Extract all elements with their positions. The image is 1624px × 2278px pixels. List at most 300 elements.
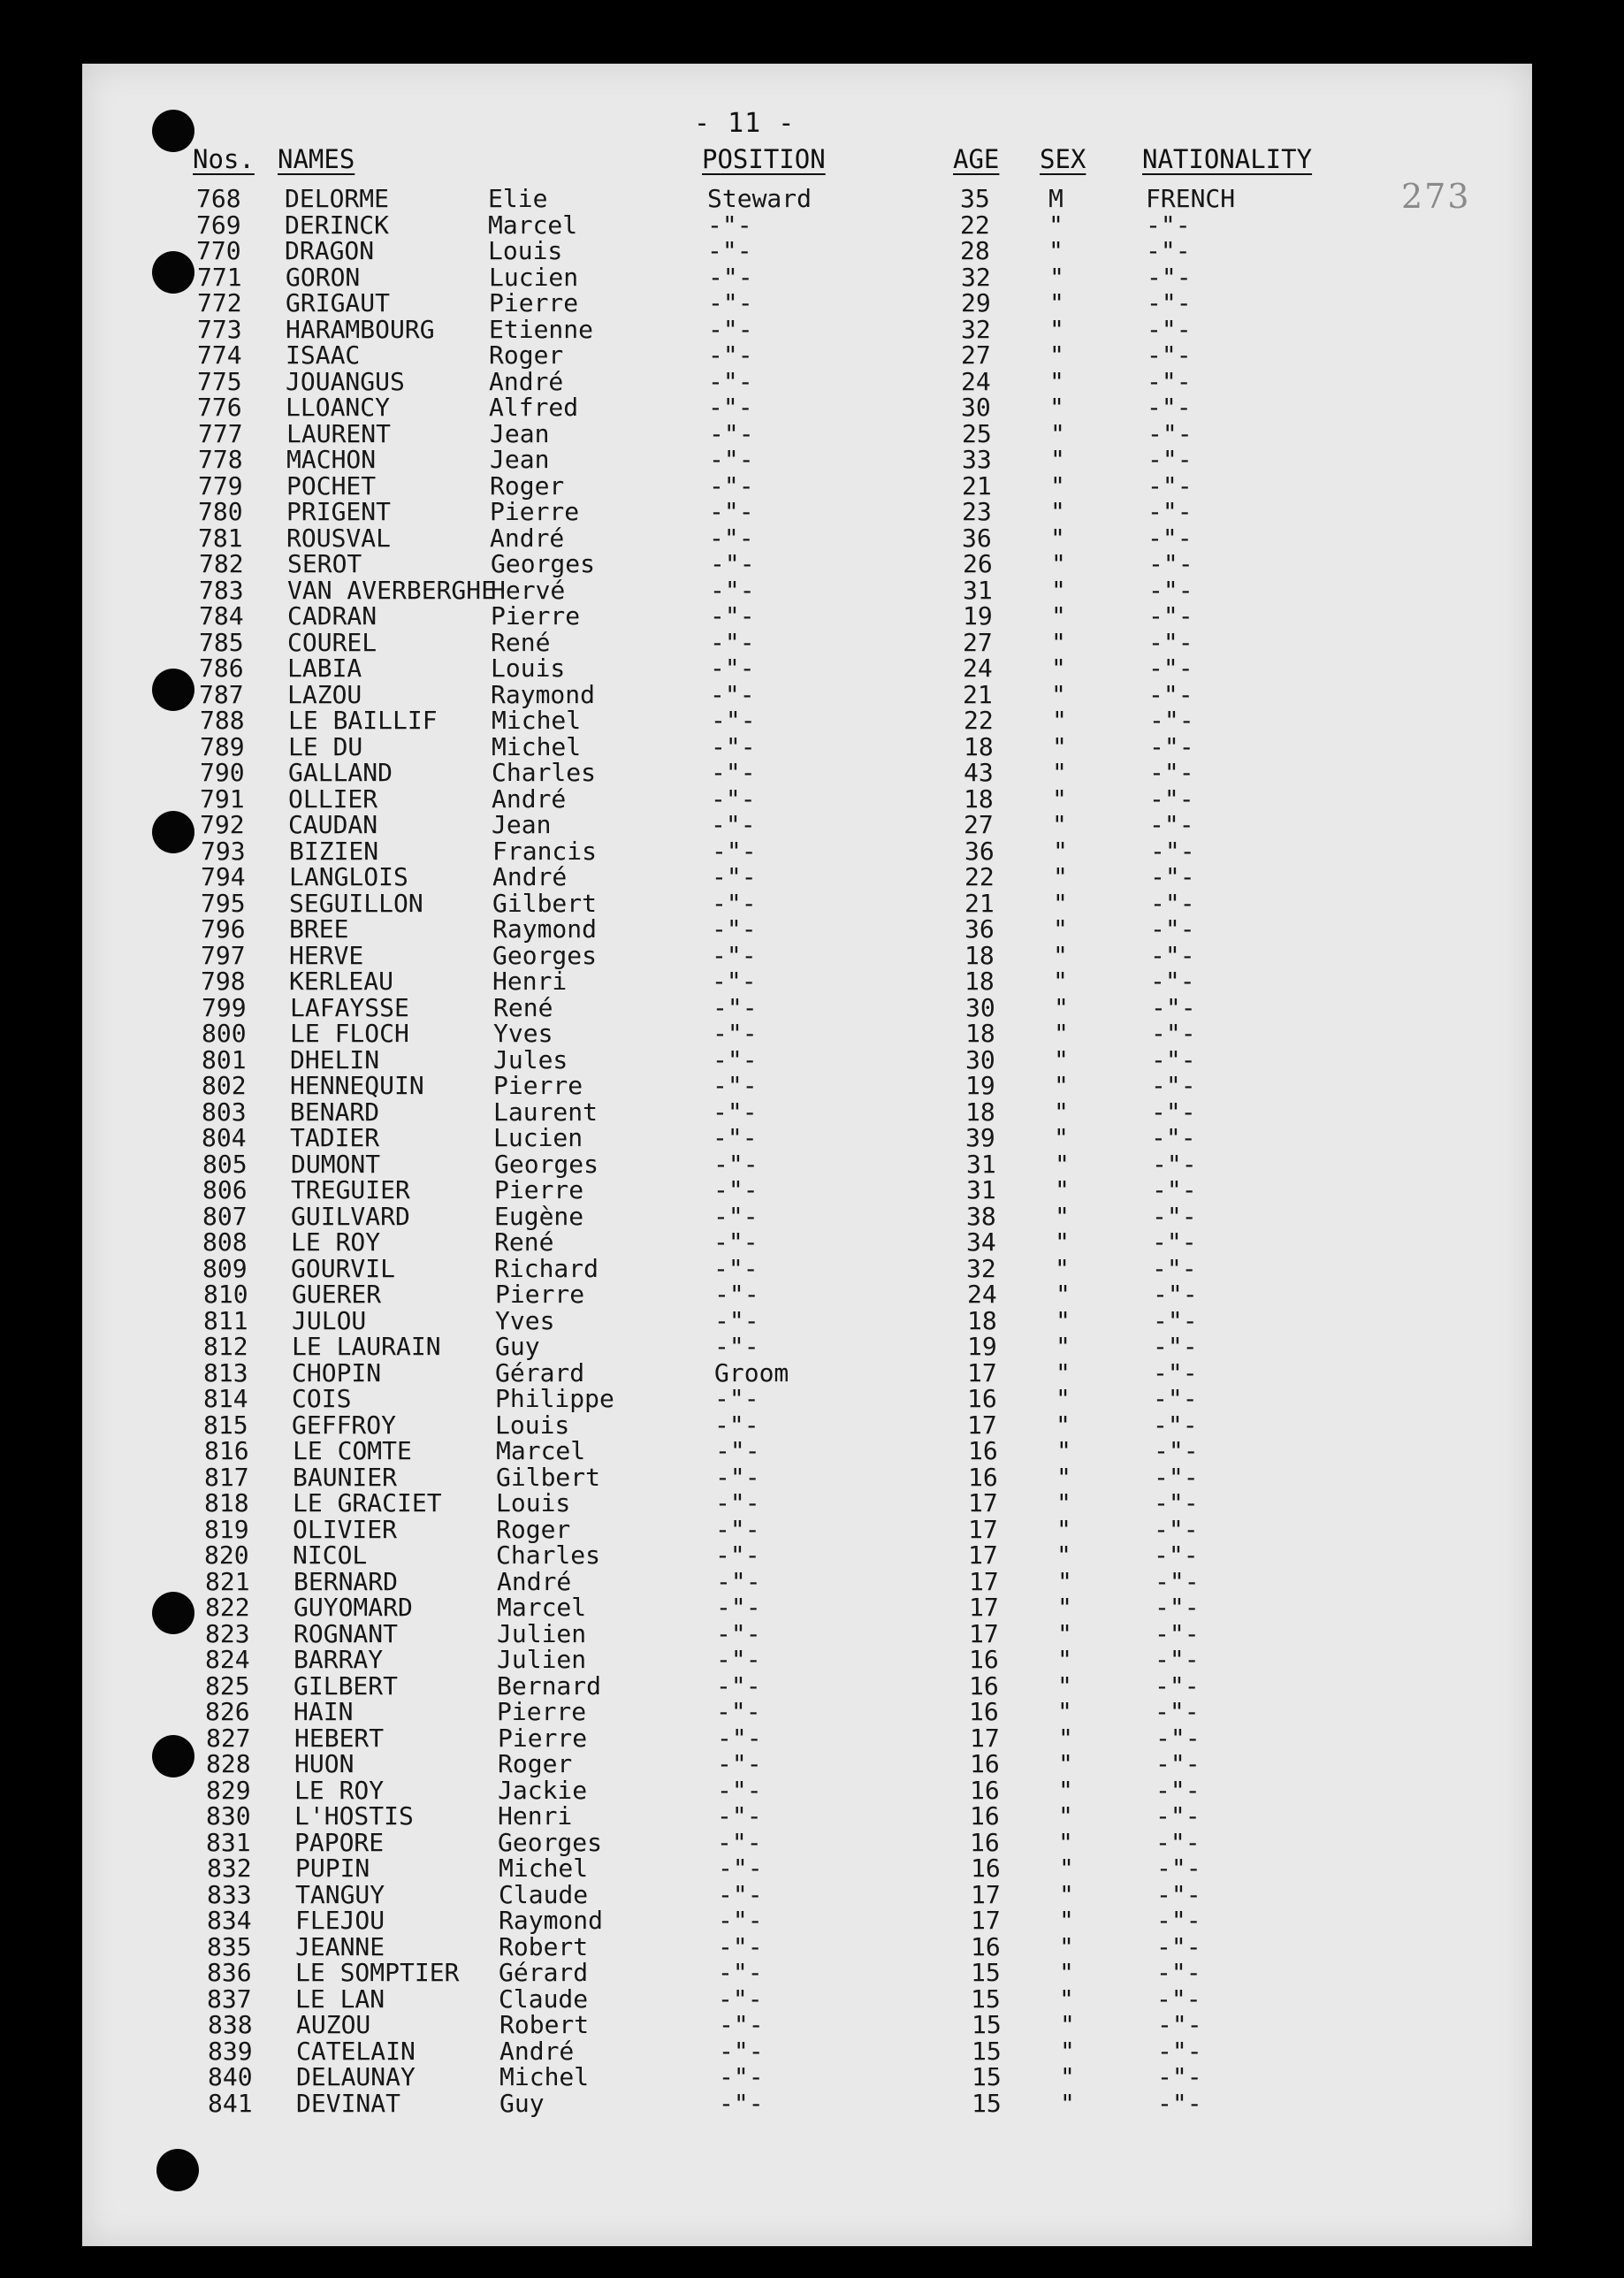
stamp-number: 273 [1401, 177, 1471, 216]
cell-row-number: 840 [208, 2062, 253, 2091]
cell-first-name: Lucien [489, 262, 579, 292]
table-row [0, 1566, 1624, 1596]
cell-surname: LE ROY [291, 1227, 381, 1257]
cell-position: -"- [717, 1723, 762, 1753]
cell-age: 26 [963, 549, 993, 578]
cell-position: -"- [713, 1097, 758, 1127]
cell-row-number: 785 [199, 627, 244, 657]
cell-nationality: -"- [1153, 1357, 1198, 1387]
cell-row-number: 822 [205, 1593, 250, 1622]
cell-age: 18 [964, 940, 995, 970]
cell-position: -"- [710, 627, 755, 657]
cell-position: -"- [717, 1801, 762, 1831]
cell-age: 27 [961, 340, 991, 370]
cell-row-number: 819 [204, 1514, 249, 1544]
table-row [0, 2038, 1624, 2065]
cell-age: 32 [961, 314, 991, 344]
cell-age: 18 [964, 967, 995, 996]
table-row [0, 655, 1624, 682]
cell-sex: " [1056, 1332, 1071, 1361]
table-row [0, 1751, 1624, 1777]
table-row [0, 1647, 1624, 1673]
cell-surname: CAUDAN [288, 810, 378, 839]
cell-surname: JEANNE [295, 1931, 385, 1961]
cell-first-name: Gilbert [492, 888, 598, 918]
cell-sex: " [1052, 758, 1067, 787]
cell-position: -"- [712, 888, 757, 918]
cell-row-number: 827 [206, 1723, 251, 1753]
table-row [0, 1699, 1624, 1725]
cell-age: 15 [971, 1958, 1001, 1987]
cell-first-name: Philippe [495, 1384, 614, 1413]
cell-nationality: -"- [1153, 1332, 1198, 1361]
cell-sex: " [1054, 992, 1069, 1022]
cell-sex: " [1051, 601, 1066, 631]
cell-nationality: -"- [1148, 601, 1193, 631]
cell-position: -"- [713, 1044, 758, 1074]
cell-age: 16 [970, 1801, 1000, 1831]
cell-first-name: Julien [497, 1645, 587, 1674]
table-row [0, 1125, 1624, 1151]
cell-first-name: André [490, 523, 565, 553]
header-names: NAMES [278, 144, 355, 174]
cell-nationality: -"- [1156, 1879, 1201, 1909]
cell-surname: DUMONT [291, 1149, 381, 1179]
cell-age: 24 [967, 1280, 997, 1309]
cell-sex: " [1056, 1410, 1071, 1440]
table-row [0, 1827, 1624, 1857]
table-row [0, 1438, 1624, 1464]
cell-row-number: 788 [200, 706, 245, 735]
cell-age: 36 [964, 914, 995, 944]
cell-age: 18 [964, 731, 994, 761]
cell-surname: PAPORE [294, 1827, 385, 1857]
cell-nationality: -"- [1153, 1280, 1198, 1309]
cell-first-name: Jean [492, 810, 552, 839]
table-row [0, 1618, 1624, 1648]
cell-sex: " [1056, 1357, 1071, 1387]
table-row [0, 1201, 1624, 1231]
cell-row-number: 826 [205, 1697, 250, 1726]
cell-nationality: -"- [1153, 1384, 1198, 1413]
cell-position: -"- [713, 1019, 758, 1048]
cell-row-number: 799 [202, 992, 247, 1022]
cell-sex: " [1053, 888, 1068, 918]
cell-nationality: -"- [1152, 1149, 1197, 1179]
cell-row-number: 773 [197, 314, 242, 344]
cell-surname: KERLEAU [289, 967, 394, 996]
cell-sex: " [1059, 1854, 1074, 1883]
cell-age: 17 [968, 1488, 998, 1517]
cell-sex: " [1059, 1906, 1074, 1935]
cell-sex: " [1049, 366, 1064, 396]
cell-surname: GALLAND [288, 758, 393, 787]
cell-first-name: Charles [496, 1540, 601, 1570]
cell-position: -"- [719, 2062, 764, 2091]
cell-position: -"- [715, 1462, 760, 1492]
cell-first-name: Laurent [493, 1097, 599, 1127]
cell-age: 43 [964, 758, 994, 787]
cell-age: 21 [964, 888, 995, 918]
cell-age: 18 [967, 1305, 997, 1335]
cell-position: -"- [710, 549, 755, 578]
cell-age: 16 [969, 1645, 999, 1674]
cell-position: -"- [708, 393, 753, 422]
cell-sex: " [1051, 575, 1066, 605]
table-row [0, 1514, 1624, 1544]
cell-position: -"- [715, 1436, 760, 1465]
cell-first-name: Georges [492, 940, 598, 970]
cell-surname: GEFFROY [292, 1410, 397, 1440]
cell-first-name: Pierre [493, 1071, 583, 1100]
cell-sex: " [1056, 1384, 1071, 1413]
cell-position: -"- [719, 2088, 764, 2118]
cell-row-number: 836 [207, 1958, 252, 1987]
cell-nationality: -"- [1147, 470, 1193, 501]
cell-nationality: -"- [1157, 2062, 1202, 2091]
header-nos: Nos. [193, 144, 255, 174]
punch-hole [156, 2149, 199, 2191]
cell-sex: " [1057, 1566, 1072, 1596]
cell-sex: " [1059, 1958, 1074, 1987]
cell-first-name: André [499, 2036, 575, 2066]
cell-row-number: 833 [207, 1879, 252, 1909]
cell-row-number: 790 [200, 758, 245, 787]
table-row [0, 1670, 1624, 1701]
cell-first-name: Jean [490, 445, 550, 474]
cell-nationality: -"- [1155, 1723, 1201, 1753]
cell-first-name: Gérard [495, 1357, 585, 1387]
cell-sex: " [1050, 497, 1065, 526]
table-row [0, 525, 1624, 552]
cell-position: -"- [709, 523, 754, 553]
cell-first-name: Charles [492, 758, 597, 787]
table-row [0, 1334, 1624, 1360]
cell-surname: LAFAYSSE [290, 992, 409, 1022]
table-row [0, 366, 1624, 396]
cell-row-number: 775 [197, 366, 242, 396]
cell-nationality: -"- [1156, 1906, 1201, 1935]
cell-row-number: 821 [205, 1566, 250, 1596]
cell-position: -"- [715, 1488, 760, 1517]
cell-surname: VAN AVERBERGHE [287, 575, 497, 605]
cell-age: 17 [970, 1723, 1000, 1753]
cell-first-name: Louis [495, 1410, 570, 1440]
cell-age: 17 [969, 1593, 999, 1622]
cell-surname: LE DU [288, 731, 363, 761]
cell-nationality: -"- [1149, 758, 1194, 787]
cell-position: -"- [714, 1410, 759, 1440]
cell-age: 30 [965, 1044, 995, 1074]
cell-age: 31 [963, 575, 993, 605]
table-row [0, 731, 1624, 761]
cell-nationality: -"- [1147, 393, 1192, 422]
cell-age: 18 [965, 1097, 995, 1127]
cell-sex: " [1059, 1879, 1074, 1909]
cell-age: 23 [962, 497, 992, 526]
cell-first-name: Pierre [495, 1280, 585, 1309]
cell-age: 15 [972, 2010, 1002, 2039]
cell-position: -"- [716, 1645, 761, 1674]
cell-row-number: 779 [198, 470, 243, 501]
cell-first-name: Jean [490, 418, 550, 448]
cell-sex: " [1060, 2062, 1075, 2091]
cell-position: -"- [711, 706, 756, 735]
cell-first-name: Pierre [491, 601, 581, 631]
cell-first-name: René [494, 1227, 554, 1257]
cell-sex: " [1054, 1097, 1069, 1127]
header-sex: SEX [1040, 144, 1086, 174]
cell-age: 36 [962, 523, 992, 553]
cell-position: -"- [712, 836, 757, 866]
cell-sex: M [1048, 184, 1064, 213]
cell-position: -"- [710, 679, 755, 709]
table-row [0, 679, 1624, 709]
cell-age: 33 [962, 445, 992, 474]
cell-row-number: 769 [196, 210, 241, 240]
cell-row-number: 805 [202, 1149, 248, 1179]
cell-age: 15 [972, 2088, 1002, 2118]
cell-nationality: -"- [1147, 445, 1193, 474]
table-row [0, 1177, 1624, 1204]
table-row [0, 1879, 1624, 1909]
cell-surname: DELAUNAY [296, 2062, 416, 2091]
table-row [0, 1357, 1624, 1387]
cell-sex: " [1056, 1514, 1071, 1544]
cell-position: -"- [711, 810, 756, 839]
cell-nationality: -"- [1154, 1436, 1199, 1465]
cell-row-number: 792 [200, 810, 245, 839]
cell-age: 32 [961, 262, 991, 292]
cell-position: -"- [710, 601, 755, 631]
cell-row-number: 809 [202, 1253, 248, 1283]
cell-position: -"- [708, 262, 753, 292]
cell-first-name: Louis [491, 654, 566, 683]
cell-sex: " [1051, 549, 1066, 578]
cell-nationality: -"- [1155, 1618, 1200, 1648]
cell-first-name: Lucien [493, 1123, 583, 1152]
cell-nationality: -"- [1150, 836, 1195, 866]
cell-sex: " [1053, 967, 1068, 996]
cell-surname: JULOU [292, 1305, 367, 1335]
cell-position: -"- [713, 992, 758, 1022]
cell-position: -"- [708, 366, 753, 396]
cell-nationality: -"- [1146, 236, 1191, 265]
cell-sex: " [1056, 1488, 1071, 1517]
cell-surname: PUPIN [295, 1854, 370, 1883]
cell-row-number: 796 [201, 914, 246, 944]
cell-surname: GUERER [292, 1280, 382, 1309]
table-row [0, 264, 1624, 291]
cell-position: -"- [718, 1879, 763, 1909]
cell-sex: " [1058, 1749, 1073, 1778]
cell-nationality: -"- [1148, 549, 1193, 578]
table-row [0, 627, 1624, 657]
cell-position: -"- [716, 1697, 761, 1726]
cell-position: -"- [711, 731, 756, 761]
table-row [0, 418, 1624, 448]
cell-surname: CATELAIN [296, 2036, 416, 2066]
cell-row-number: 777 [198, 418, 243, 448]
cell-surname: BIZIEN [289, 836, 379, 866]
cell-sex: " [1049, 288, 1064, 317]
cell-row-number: 808 [202, 1227, 248, 1257]
cell-nationality: -"- [1147, 366, 1192, 396]
cell-first-name: Michel [499, 1854, 589, 1883]
cell-position: -"- [717, 1775, 762, 1805]
cell-row-number: 787 [199, 679, 244, 709]
table-row [0, 1986, 1624, 2013]
cell-age: 31 [966, 1149, 996, 1179]
cell-row-number: 823 [205, 1618, 250, 1648]
cell-row-number: 797 [201, 940, 246, 970]
cell-first-name: Roger [489, 340, 564, 370]
cell-surname: SEGUILLON [289, 888, 423, 918]
cell-nationality: -"- [1155, 1645, 1200, 1674]
cell-sex: " [1051, 679, 1066, 709]
cell-position: -"- [718, 1984, 763, 2014]
cell-nationality: -"- [1150, 888, 1195, 918]
cell-surname: ROUSVAL [286, 523, 392, 553]
cell-first-name: Guy [499, 2088, 545, 2118]
cell-sex: " [1050, 418, 1065, 448]
table-row [0, 551, 1624, 577]
cell-nationality: FRENCH [1146, 184, 1236, 213]
cell-nationality: -"- [1155, 1670, 1200, 1701]
cell-position: -"- [716, 1670, 761, 1701]
cell-surname: MACHON [286, 445, 377, 474]
table-row [0, 577, 1624, 604]
cell-position: -"- [707, 210, 752, 240]
cell-sex: " [1055, 1253, 1070, 1283]
cell-sex: " [1055, 1175, 1070, 1204]
table-row [0, 1464, 1624, 1491]
cell-surname: GILBERT [294, 1670, 399, 1701]
cell-position: -"- [708, 340, 753, 370]
cell-position: -"- [713, 1175, 759, 1204]
cell-nationality: -"- [1154, 1462, 1199, 1492]
cell-position: -"- [713, 1201, 759, 1231]
cell-first-name: Henri [498, 1801, 573, 1831]
cell-nationality: -"- [1157, 2088, 1202, 2118]
cell-row-number: 772 [197, 288, 242, 317]
cell-nationality: -"- [1149, 810, 1194, 839]
cell-sex: " [1054, 1071, 1069, 1100]
cell-surname: ISAAC [286, 340, 361, 370]
cell-age: 35 [960, 184, 990, 213]
table-row [0, 786, 1624, 813]
cell-age: 19 [967, 1332, 997, 1361]
cell-nationality: -"- [1155, 1697, 1200, 1726]
cell-surname: TREGUIER [291, 1175, 410, 1204]
cell-age: 36 [964, 836, 995, 866]
cell-first-name: Claude [499, 1879, 589, 1909]
cell-surname: DHELIN [290, 1044, 380, 1074]
cell-nationality: -"- [1147, 288, 1192, 317]
cell-age: 18 [964, 784, 994, 814]
cell-age: 17 [969, 1618, 999, 1648]
cell-position: -"- [718, 1854, 763, 1883]
cell-nationality: -"- [1156, 1931, 1201, 1961]
cell-sex: " [1058, 1801, 1073, 1831]
cell-row-number: 817 [204, 1462, 249, 1492]
cell-row-number: 811 [203, 1305, 248, 1335]
cell-sex: " [1049, 393, 1064, 422]
cell-sex: " [1050, 445, 1065, 474]
cell-nationality: -"- [1150, 862, 1195, 891]
cell-row-number: 814 [203, 1384, 248, 1413]
cell-nationality: -"- [1149, 784, 1194, 814]
cell-position: -"- [717, 1827, 762, 1857]
cell-nationality: -"- [1150, 914, 1195, 944]
cell-surname: CHOPIN [292, 1357, 382, 1387]
cell-age: 15 [972, 2036, 1002, 2066]
cell-first-name: Yves [495, 1305, 555, 1335]
table-row [0, 1044, 1624, 1074]
cell-row-number: 784 [199, 601, 244, 631]
cell-first-name: Pierre [497, 1697, 587, 1726]
cell-row-number: 835 [207, 1931, 252, 1961]
table-row [0, 342, 1624, 369]
cell-position: Steward [707, 184, 812, 213]
table-row [0, 992, 1624, 1022]
cell-surname: LE LAN [295, 1984, 385, 2014]
cell-row-number: 795 [201, 888, 246, 918]
cell-sex: " [1054, 1044, 1069, 1074]
cell-sex: " [1056, 1436, 1071, 1465]
cell-surname: LE ROY [294, 1775, 385, 1805]
cell-first-name: Julien [497, 1618, 587, 1648]
cell-row-number: 810 [203, 1280, 248, 1309]
cell-first-name: Louis [488, 236, 563, 265]
cell-sex: " [1052, 810, 1067, 839]
table-row [0, 1960, 1624, 1986]
cell-surname: GOURVIL [291, 1253, 396, 1283]
cell-surname: OLLIER [288, 784, 378, 814]
cell-position: -"- [719, 2036, 764, 2066]
cell-sex: " [1057, 1618, 1072, 1648]
cell-sex: " [1048, 236, 1064, 265]
cell-row-number: 791 [200, 784, 245, 814]
cell-nationality: -"- [1153, 1410, 1198, 1440]
cell-nationality: -"- [1155, 1801, 1201, 1831]
cell-surname: ROGNANT [294, 1618, 399, 1648]
cell-nationality: -"- [1151, 1044, 1196, 1074]
table-row [0, 1099, 1624, 1126]
cell-first-name: Michel [499, 2062, 590, 2091]
cell-sex: " [1052, 731, 1067, 761]
cell-surname: BARRAY [294, 1645, 384, 1674]
cell-age: 17 [971, 1906, 1001, 1935]
table-row [0, 290, 1624, 317]
cell-position: -"- [715, 1514, 760, 1544]
cell-surname: LE BAILLIF [288, 706, 438, 735]
cell-surname: HARAMBOURG [286, 314, 435, 344]
cell-age: 16 [970, 1775, 1000, 1805]
cell-age: 15 [972, 2062, 1002, 2091]
table-row [0, 838, 1624, 865]
cell-row-number: 829 [206, 1775, 251, 1805]
cell-sex: " [1052, 706, 1067, 735]
cell-sex: " [1056, 1462, 1071, 1492]
cell-age: 17 [967, 1357, 997, 1387]
cell-nationality: -"- [1155, 1827, 1201, 1857]
table-row [0, 447, 1624, 473]
cell-first-name: Pierre [494, 1175, 584, 1204]
cell-first-name: Gérard [499, 1958, 589, 1987]
cell-age: 16 [969, 1697, 999, 1726]
cell-nationality: -"- [1150, 967, 1195, 996]
